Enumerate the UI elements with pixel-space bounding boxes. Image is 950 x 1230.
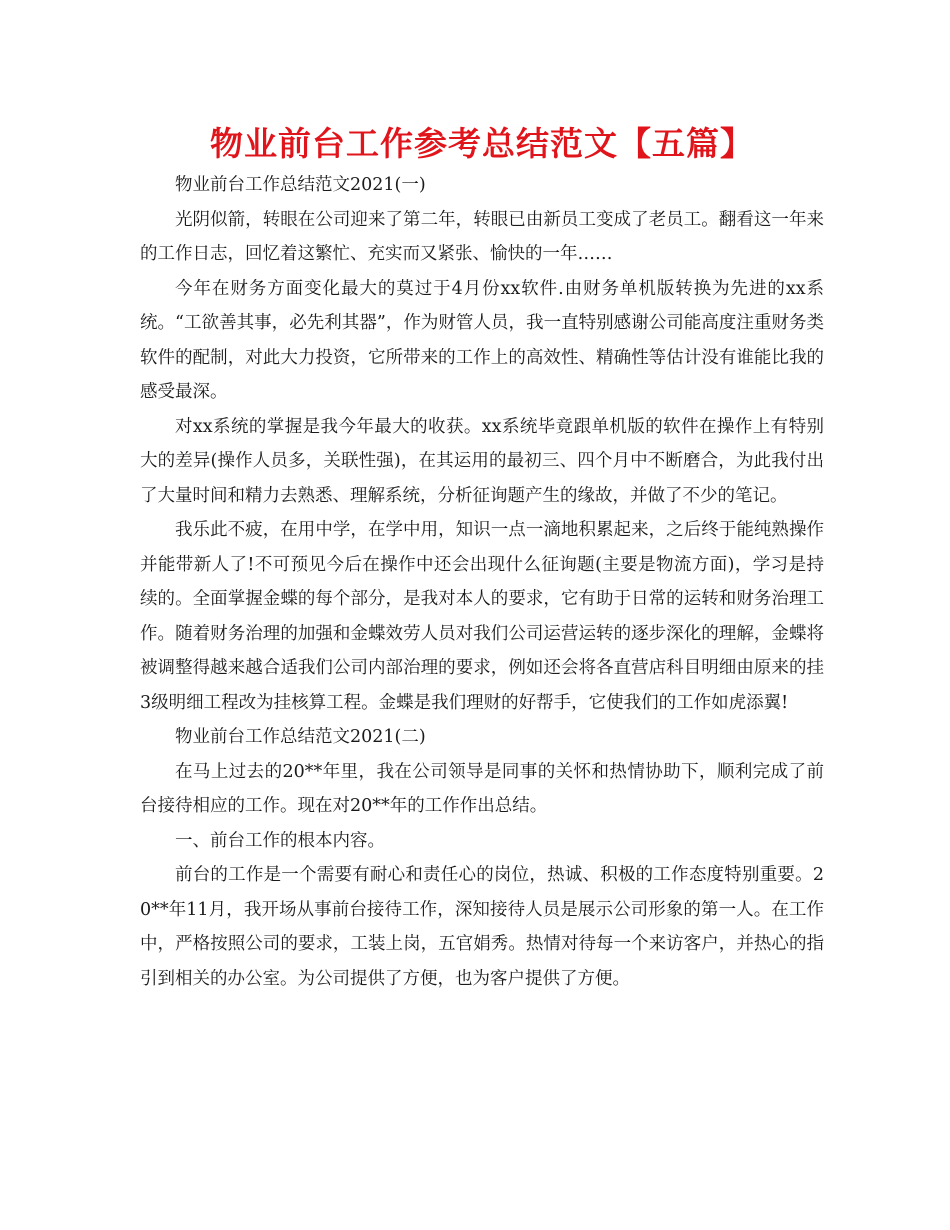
section-heading-two: 物业前台工作总结范文2021(二) <box>175 727 426 747</box>
paragraph: 在马上过去的20**年里，我在公司领导是同事的关怀和热情协助下，顺利完成了前台接待相应的工作。现在对20**年的工作作出总结。 <box>140 761 824 816</box>
paragraph: 光阴似箭，转眼在公司迎来了第二年，转眼已由新员工变成了老员工。翻看这一年来的工作日志，回忆着这繁忙、充实而又紧张、愉快的一年…… <box>140 209 824 264</box>
paragraph: 对xx系统的掌握是我今年最大的收获。xx系统毕竟跟单机版的软件在操作上有特别大的差异(操作人员多，关联性强)，在其运用的最初三、四个月中不断磨合，为此我付出了大量时间和精力去熟悉、理解系统，分析征询题产生的缘故，并做了不少的笔记。 <box>140 416 824 506</box>
paragraph: 前台的工作是一个需要有耐心和责任心的岗位，热诚、积极的工作态度特别重要。20**年11月，我开场从事前台接待工作，深知接待人员是展示公司形象的第一人。在工作中，严格按照公司的要求，工装上岗，五官娟秀。热情对待每一个来访客户，并热心的指引到相关的办公室。为公司提供了方便，也为客户提供了方便。 <box>140 865 824 989</box>
subheading: 一、前台工作的根本内容。 <box>175 830 385 851</box>
paragraph: 我乐此不疲，在用中学，在学中用，知识一点一滴地积累起来，之后终于能纯熟操作并能带新人了!不可预见今后在操作中还会出现什么征询题(主要是物流方面)，学习是持续的。全面掌握金蝶的每个部分，是我对本人的要求，它有助于日常的运转和财务治理工作。随着财务治理的加强和金蝶效劳人员对我们公司运营运转的逐步深化的理解，金蝶将被调整得越来越合适我们公司内部治理的要求，例如还会将各直营店科目明细由原来的挂3级明细工程改为挂核算工程。金蝶是我们理财的好帮手，它使我们的工作如虎添翼! <box>140 520 824 713</box>
document-title: 物业前台工作参考总结范文【五篇】 <box>210 124 754 163</box>
document-page <box>140 118 824 996</box>
paragraph: 今年在财务方面变化最大的莫过于4月份xx软件.由财务单机版转换为先进的xx系统。“工欲善其事，必先利其器”，作为财管人员，我一直特别感谢公司能高度注重财务类软件的配制，对此大力投资，它所带来的工作上的高效性、精确性等估计没有谁能比我的感受最深。 <box>140 278 824 402</box>
section-heading-one: 物业前台工作总结范文2021(一) <box>175 175 426 195</box>
